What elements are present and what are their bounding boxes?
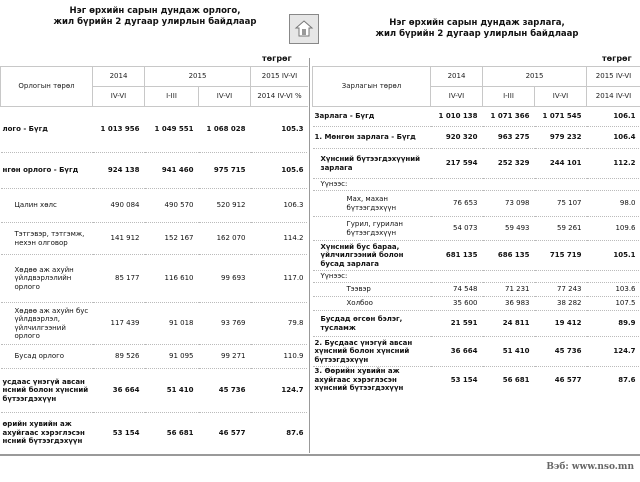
row-value: 106.1 xyxy=(587,107,640,127)
row-value: 99 271 xyxy=(199,345,251,369)
row-value: 77 243 xyxy=(535,283,587,297)
row-value xyxy=(587,271,640,283)
table-row xyxy=(1,413,309,453)
row-value xyxy=(431,271,483,283)
table-row xyxy=(313,297,640,311)
row-value: 89 526 xyxy=(93,345,145,369)
expense-unit: төгрөг xyxy=(602,54,632,63)
expense-panel xyxy=(312,0,640,452)
row-value: 109.6 xyxy=(587,217,640,241)
row-label: Хөдөө аж ахуйн үйлдвэрлэлийн орлого xyxy=(1,255,93,303)
row-value xyxy=(431,179,483,191)
expense-q-2015b: IV-VI xyxy=(535,87,587,107)
footer xyxy=(0,454,640,482)
row-value: 124.7 xyxy=(587,337,640,367)
income-year-2015: 2015 xyxy=(145,67,251,87)
row-value: 73 098 xyxy=(483,191,535,217)
row-value xyxy=(535,271,587,283)
row-value: 490 570 xyxy=(145,189,199,223)
table-row xyxy=(1,189,309,223)
row-label: Цалин хөлс xyxy=(1,189,93,223)
row-value: 93 769 xyxy=(199,303,251,345)
row-value: 45 736 xyxy=(535,337,587,367)
row-value: 36 664 xyxy=(93,369,145,413)
expense-rows xyxy=(313,107,640,393)
row-value: 21 591 xyxy=(431,311,483,337)
table-row xyxy=(1,153,309,189)
row-label: усдаас үнэгүй авсан нсний болон хүнсний бүтээгдэхүүн xyxy=(1,369,93,413)
row-value: 91 018 xyxy=(145,303,199,345)
row-value: 105.3 xyxy=(251,107,308,153)
row-value: 107.5 xyxy=(587,297,640,311)
row-value: 53 154 xyxy=(93,413,145,453)
row-value: 112.2 xyxy=(587,149,640,179)
row-value: 920 320 xyxy=(431,127,483,149)
table-row xyxy=(313,179,640,191)
row-value: 45 736 xyxy=(199,369,251,413)
row-value: 1 071 545 xyxy=(535,107,587,127)
row-label: 3. Өөрийн хувийн аж ахуйгаас хэрэглэсэн хүнсний бүтээгдэхүүн xyxy=(313,367,431,393)
row-value: 59 493 xyxy=(483,217,535,241)
row-value: 74 548 xyxy=(431,283,483,297)
row-value xyxy=(535,179,587,191)
row-value: 1 068 028 xyxy=(199,107,251,153)
row-value: 244 101 xyxy=(535,149,587,179)
row-value: 963 275 xyxy=(483,127,535,149)
row-value: 98.0 xyxy=(587,191,640,217)
row-value: 56 681 xyxy=(483,367,535,393)
row-label: Тээвэр xyxy=(313,283,431,297)
row-value: 105.6 xyxy=(251,153,308,189)
row-value: 87.6 xyxy=(587,367,640,393)
income-q-2015a: I-III xyxy=(145,87,199,107)
row-label: лого - Бүгд xyxy=(1,107,93,153)
row-label: Зарлага - Бүгд xyxy=(313,107,431,127)
table-row xyxy=(313,367,640,393)
table-row xyxy=(1,107,309,153)
row-value: 520 912 xyxy=(199,189,251,223)
row-value: 91 095 xyxy=(145,345,199,369)
row-value: 103.6 xyxy=(587,283,640,297)
table-row xyxy=(1,255,309,303)
row-value: 490 084 xyxy=(93,189,145,223)
row-value: 76 653 xyxy=(431,191,483,217)
table-row xyxy=(313,127,640,149)
row-value xyxy=(483,179,535,191)
row-value: 46 577 xyxy=(535,367,587,393)
row-label: Хүнсний бүтээгдэхүүний зарлага xyxy=(313,149,431,179)
row-label: Холбоо xyxy=(313,297,431,311)
row-value: 1 010 138 xyxy=(431,107,483,127)
row-value: 85 177 xyxy=(93,255,145,303)
income-q-2014: IV-VI xyxy=(93,87,145,107)
row-value: 71 231 xyxy=(483,283,535,297)
row-value: 87.6 xyxy=(251,413,308,453)
table-row xyxy=(1,369,309,413)
row-label: Гурил, гурилан бүтээгдэхүүн xyxy=(313,217,431,241)
row-value: 53 154 xyxy=(431,367,483,393)
row-value: 36 983 xyxy=(483,297,535,311)
income-unit: төгрөг xyxy=(262,54,292,63)
row-value: 1 049 551 xyxy=(145,107,199,153)
row-value: 19 412 xyxy=(535,311,587,337)
panel-divider xyxy=(309,58,310,453)
row-label: Тэтгэвэр, тэтгэмж, нехэн олговор xyxy=(1,223,93,255)
income-title: Нэг өрхийн сарын дундаж орлого, жил бүрийн 2 дугаар улирлын байдлаар xyxy=(30,6,280,28)
row-value: 89.9 xyxy=(587,311,640,337)
table-row xyxy=(313,149,640,179)
website-link[interactable]: Вэб: www.nso.mn xyxy=(546,462,634,472)
row-value: 106.3 xyxy=(251,189,308,223)
row-value: 1 071 366 xyxy=(483,107,535,127)
row-value xyxy=(483,271,535,283)
row-value: 38 282 xyxy=(535,297,587,311)
row-value: 117.0 xyxy=(251,255,308,303)
table-row xyxy=(313,271,640,283)
row-value: 975 715 xyxy=(199,153,251,189)
expense-q-2014: IV-VI xyxy=(431,87,483,107)
row-value: 24 811 xyxy=(483,311,535,337)
row-label: Мах, махан бүтээгдэхүүн xyxy=(313,191,431,217)
row-label: 2. Бусдаас үнэгүй авсан хүнсний болон хүнсний бүтээгдэхүүн xyxy=(313,337,431,367)
row-value: 924 138 xyxy=(93,153,145,189)
table-row xyxy=(313,241,640,271)
row-label: Үүнээс: xyxy=(313,179,431,191)
income-year-2014: 2014 xyxy=(93,67,145,87)
table-row xyxy=(313,217,640,241)
table-row xyxy=(313,283,640,297)
expense-year-2014: 2014 xyxy=(431,67,483,87)
income-panel xyxy=(0,0,308,452)
income-type-header: Орлогын төрөл xyxy=(1,67,93,107)
income-cmp-top: 2015 IV-VI xyxy=(251,67,308,87)
row-value: 715 719 xyxy=(535,241,587,271)
table-row xyxy=(313,191,640,217)
row-value: 1 013 956 xyxy=(93,107,145,153)
row-value: 162 070 xyxy=(199,223,251,255)
expense-year-2015: 2015 xyxy=(483,67,587,87)
income-rows xyxy=(1,107,309,453)
table-row xyxy=(313,337,640,367)
table-row xyxy=(1,345,309,369)
table-row xyxy=(1,223,309,255)
row-label: 1. Мөнгөн зарлага - Бүгд xyxy=(313,127,431,149)
row-value: 141 912 xyxy=(93,223,145,255)
row-value: 59 261 xyxy=(535,217,587,241)
expense-title: Нэг өрхийн сарын дундаж зарлага, жил бүрийн 2 дугаар улирлын байдлаар xyxy=(352,18,602,40)
row-label: Бусдад өгсөн бэлэг, тусламж xyxy=(313,311,431,337)
row-value: 681 135 xyxy=(431,241,483,271)
income-cmp-bottom: 2014 IV-VI % xyxy=(251,87,308,107)
row-value: 51 410 xyxy=(483,337,535,367)
nso-logo-icon xyxy=(294,19,314,39)
row-value: 35 600 xyxy=(431,297,483,311)
income-q-2015b: IV-VI xyxy=(199,87,251,107)
row-label: Хүнсний бус бараа, үйлчилгээний болон бусад зарлага xyxy=(313,241,431,271)
row-value: 105.1 xyxy=(587,241,640,271)
table-row xyxy=(313,107,640,127)
expense-cmp-bottom: 2014 IV-VI xyxy=(587,87,640,107)
expense-table xyxy=(312,66,640,393)
row-label: нгөн орлого - Бүгд xyxy=(1,153,93,189)
expense-q-2015a: I-III xyxy=(483,87,535,107)
row-value: 217 594 xyxy=(431,149,483,179)
row-value: 117 439 xyxy=(93,303,145,345)
expense-type-header: Зарлагын төрөл xyxy=(313,67,431,107)
income-table xyxy=(0,66,308,452)
row-value: 54 073 xyxy=(431,217,483,241)
row-label: Үүнээс: xyxy=(313,271,431,283)
expense-cmp-top: 2015 IV-VI xyxy=(587,67,640,87)
row-label: Хөдөө аж ахуйн бус үйлдвэрлэл, үйлчилгээний орлого xyxy=(1,303,93,345)
row-value: 51 410 xyxy=(145,369,199,413)
row-value: 106.4 xyxy=(587,127,640,149)
row-value: 941 460 xyxy=(145,153,199,189)
row-value: 46 577 xyxy=(199,413,251,453)
row-value: 686 135 xyxy=(483,241,535,271)
row-value: 75 107 xyxy=(535,191,587,217)
row-value: 979 232 xyxy=(535,127,587,149)
row-value: 114.2 xyxy=(251,223,308,255)
table-row xyxy=(313,311,640,337)
row-value: 116 610 xyxy=(145,255,199,303)
row-value: 110.9 xyxy=(251,345,308,369)
row-value xyxy=(587,179,640,191)
table-row xyxy=(1,303,309,345)
row-value: 124.7 xyxy=(251,369,308,413)
row-label: өрийн хувийн аж ахуйгаас хэрэглэсэн нсний бүтээгдэхүүн xyxy=(1,413,93,453)
row-value: 56 681 xyxy=(145,413,199,453)
row-value: 79.8 xyxy=(251,303,308,345)
row-value: 36 664 xyxy=(431,337,483,367)
row-value: 152 167 xyxy=(145,223,199,255)
row-value: 99 693 xyxy=(199,255,251,303)
row-label: Бусад орлого xyxy=(1,345,93,369)
row-value: 252 329 xyxy=(483,149,535,179)
